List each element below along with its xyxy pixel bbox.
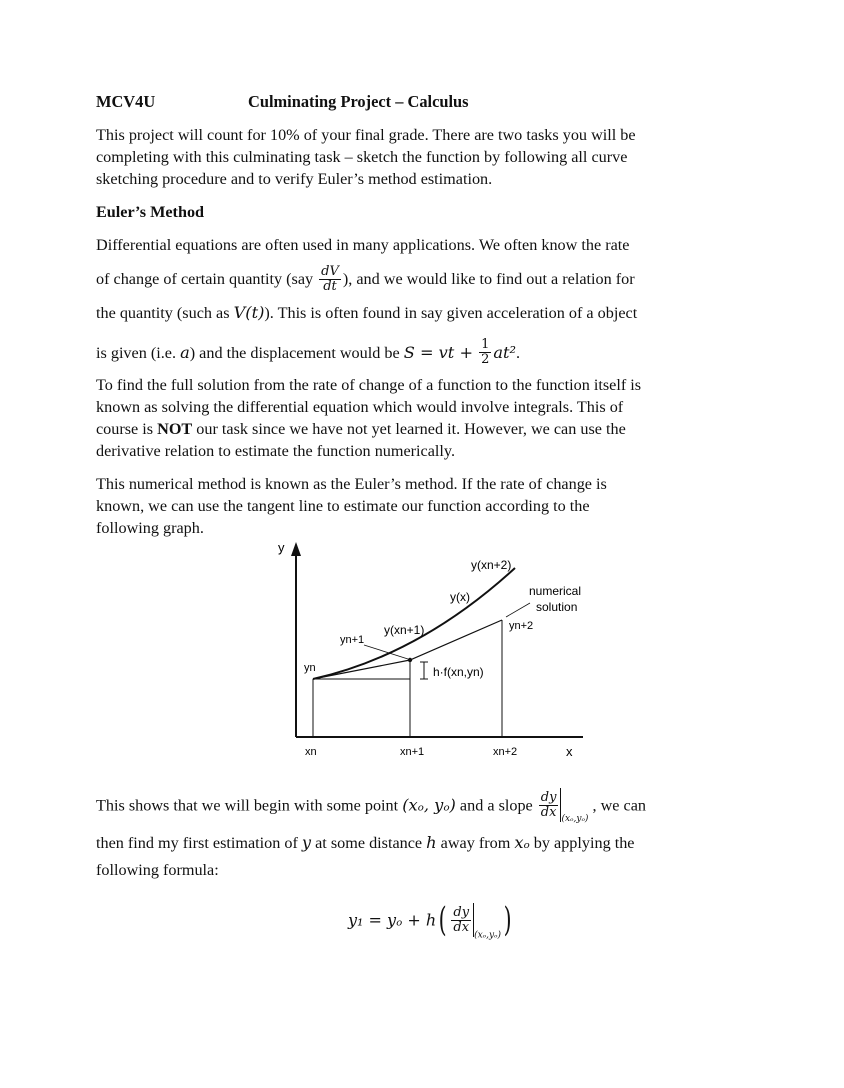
para4-line-1: This shows that we will begin with some point (xₒ, yₒ) and a slope $\frac{dy}{dx}$ $_{(x_o,y_o)}$ , we can — [96, 789, 646, 824]
formula-fraction: $\frac{dy}{dx}$ — [453, 904, 470, 935]
label-xn2: xn+2 — [493, 746, 518, 758]
para1-line-2: of change of certain quantity (say $\frac{dV}{dt}$ ), and we would like to find out a relation for — [96, 264, 635, 294]
label-yn2: yn+2 — [509, 620, 534, 632]
label-y-x: y(x) — [450, 590, 470, 604]
label-solution: solution — [536, 600, 578, 614]
para2-line-2: known as solving the differential equation which would involve integrals. This of — [96, 398, 624, 416]
half-fraction: $\frac{1}{2}$ — [481, 337, 490, 367]
para2-line-1: To find the full solution from the rate of change of a function to the function itself is — [96, 376, 642, 394]
label-y-xn2: y(xn+2) — [471, 558, 512, 572]
para2-line-4: derivative relation to estimate the function numerically. — [96, 442, 455, 460]
label-hf: h·f(xn,yn) — [433, 665, 484, 679]
document-title: Culminating Project – Calculus — [248, 92, 469, 111]
numerical-leader — [506, 603, 530, 617]
label-xn1: xn+1 — [400, 746, 425, 758]
para1-line-3: the quantity (such as V(t)). This is often found in say given acceleration of a object — [96, 303, 638, 322]
para1-line-1: Differential equations are often used in many applications. We often know the rate — [96, 236, 630, 254]
para4-line-2: then find my first estimation of y at some distance h away from xₒ by applying the — [96, 833, 635, 852]
euler-formula: y₁ = yₒ + h( $\frac{dy}{dx}$ $_{(x_o,y_o)}$) — [348, 900, 512, 941]
euler-method-figure — [260, 532, 600, 768]
para3-line-2: known, we can use the tangent line to estimate our function according to the — [96, 497, 590, 515]
para3-line-3: following graph. — [96, 519, 204, 537]
y-axis-arrow-icon — [291, 542, 301, 556]
para2-line-3: course is NOT our task since we have not yet learned it. However, we can use the — [96, 420, 626, 438]
right-paren: ) — [503, 900, 512, 940]
y-axis-label: y — [278, 540, 285, 555]
dv-dt-fraction: $\frac{dV}{dt}$ — [321, 264, 339, 294]
intro-line-1: This project will count for 10% of your final grade. There are two tasks you will be — [96, 126, 636, 144]
course-code: MCV4U — [96, 92, 156, 111]
para3-line-1: This numerical method is known as the Euler’s method. If the rate of change is — [96, 475, 607, 493]
intro-line-2: completing with this culminating task – sketch the function by following all curve — [96, 148, 628, 166]
label-y-xn1: y(xn+1) — [384, 623, 425, 637]
para4-line-3: following formula: — [96, 861, 219, 879]
section-title: Euler’s Method — [96, 203, 205, 221]
para1-line-4: is given (i.e. a) and the displacement would be S = vt + $\frac{1}{2}$ at². — [96, 337, 521, 367]
label-yn1: yn+1 — [340, 634, 365, 646]
label-yn: yn — [304, 662, 316, 674]
label-xn: xn — [305, 746, 317, 758]
slope-fraction: $\frac{dy}{dx}$ — [540, 789, 557, 820]
x-axis-label: x — [566, 744, 573, 759]
point-yn1 — [408, 658, 412, 662]
left-paren: ( — [438, 900, 447, 940]
label-numerical: numerical — [529, 584, 582, 598]
intro-line-3: sketching procedure and to verify Euler’s method estimation. — [96, 170, 493, 188]
